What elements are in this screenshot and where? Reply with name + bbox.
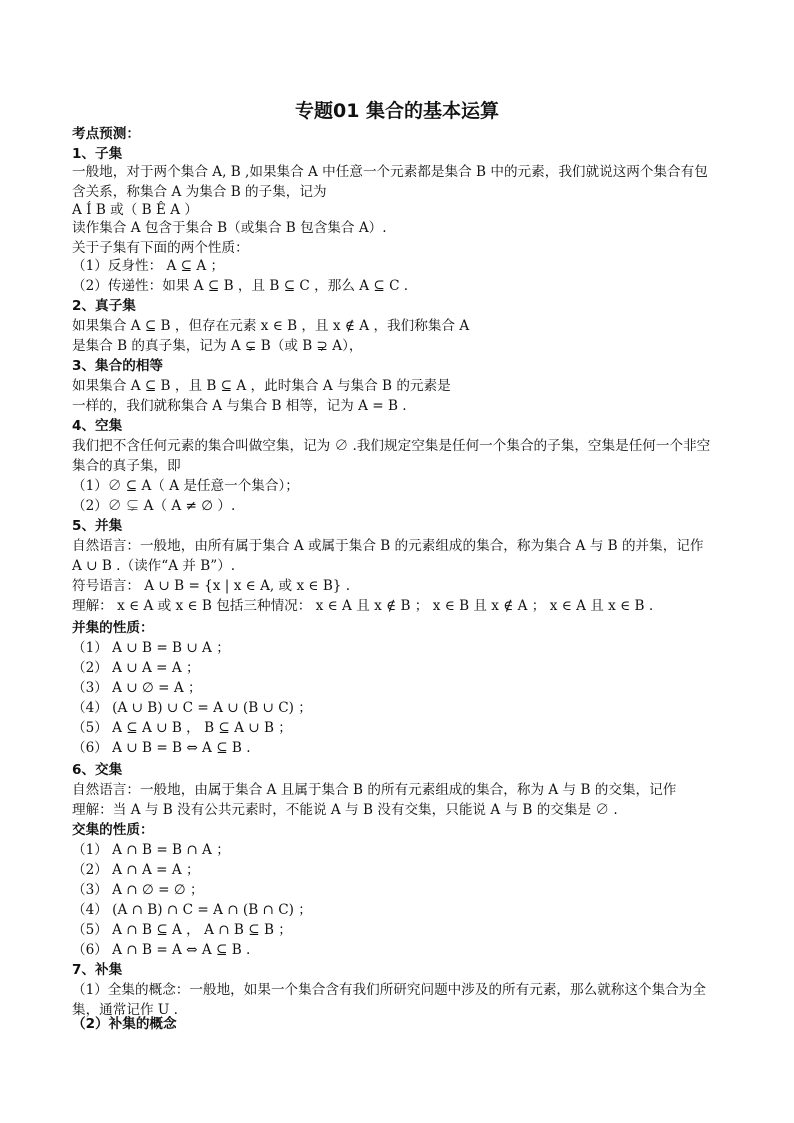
section-heading: 2、真子集 bbox=[72, 298, 136, 314]
text-line: 如果集合 A ⊆ B ，但存在元素 x ∈ B ，且 x ∉ A ，我们称集合 A bbox=[72, 318, 470, 334]
text-line: 含关系，称集合 A 为集合 B 的子集，记为 bbox=[72, 184, 327, 200]
text-line: A ∪ B .（读作“A 并 B”）. bbox=[72, 558, 236, 574]
text-line: A Í B 或（ B Ê A ） bbox=[72, 202, 198, 218]
text-line: （1） A ∩ B = B ∩ A ； bbox=[72, 842, 230, 858]
section-heading: 4、空集 bbox=[72, 418, 123, 434]
text-line: （2） A ∩ A = A ； bbox=[72, 862, 200, 878]
text-line: 符号语言： A ∪ B = {x | x ∈ A, 或 x ∈ B} . bbox=[72, 578, 351, 594]
text-line: 如果集合 A ⊆ B ，且 B ⊆ A ，此时集合 A 与集合 B 的元素是 bbox=[72, 378, 451, 394]
text-line: 自然语言：一般地，由属于集合 A 且属于集合 B 的所有元素组成的集合，称为 A 与 B 的交集，记作 bbox=[72, 782, 677, 798]
text-line: 理解：当 A 与 B 没有公共元素时，不能说 A 与 B 没有交集，只能说 A 与 B 的交集是 ∅ . bbox=[72, 802, 618, 818]
section-heading: 6、交集 bbox=[72, 762, 123, 778]
text-line: 是集合 B 的真子集，记为 A ⊊ B（或 B ⊋ A）， bbox=[72, 338, 363, 354]
text-line: （6） A ∩ B = A ⇔ A ⊆ B . bbox=[72, 942, 251, 958]
text-line: 一样的，我们就称集合 A 与集合 B 相等，记为 A = B . bbox=[72, 398, 407, 414]
section-heading: （2）补集的概念 bbox=[72, 1016, 177, 1032]
page-title: 专题01 集合的基本运算 bbox=[294, 100, 500, 122]
section-heading: 交集的性质： bbox=[72, 822, 154, 838]
section-heading: 3、集合的相等 bbox=[72, 358, 164, 374]
text-line: （3） A ∩ ∅ = ∅ ； bbox=[72, 882, 204, 898]
text-line: 集合的真子集，即 bbox=[72, 458, 181, 474]
text-line: （4） (A ∩ B) ∩ C = A ∩ (B ∩ C) ； bbox=[72, 902, 312, 918]
section-heading: 7、补集 bbox=[72, 962, 123, 978]
text-line: 我们把不含任何元素的集合叫做空集，记为 ∅ .我们规定空集是任何一个集合的子集，空集是任何一个非空 bbox=[72, 438, 711, 454]
text-line: （5） A ⊆ A ∪ B ， B ⊆ A ∪ B ； bbox=[72, 720, 292, 736]
text-line: （3） A ∪ ∅ = A ； bbox=[72, 680, 202, 696]
text-line: （2）∅ ⊊ A（ A ≠ ∅ ）. bbox=[72, 498, 236, 514]
text-line: （2） A ∪ A = A ； bbox=[72, 660, 200, 676]
section-heading: 并集的性质： bbox=[72, 620, 154, 636]
text-line: 自然语言：一般地，由所有属于集合 A 或属于集合 B 的元素组成的集合，称为集合 A 与 B 的并集，记作 bbox=[72, 538, 704, 554]
text-line: 关于子集有下面的两个性质： bbox=[72, 240, 249, 256]
text-line: （1）反身性： A ⊆ A ； bbox=[72, 258, 225, 274]
text-line: （4） (A ∪ B) ∪ C = A ∪ (B ∪ C) ； bbox=[72, 700, 312, 716]
text-line: （5） A ∩ B ⊆ A ， A ∩ B ⊆ B ； bbox=[72, 922, 292, 938]
section-heading: 1、子集 bbox=[72, 146, 123, 162]
text-line: 集，通常记作 U . bbox=[72, 1002, 178, 1018]
text-line: （1）全集的概念：一般地，如果一个集合含有我们所研究问题中涉及的所有元素，那么就称这个集合为全 bbox=[72, 982, 706, 998]
text-line: 理解： x ∈ A 或 x ∈ B 包括三种情况： x ∈ A 且 x ∉ B ； x ∈ B 且 x ∉ A ； x ∈ A 且 x ∈ B . bbox=[72, 598, 654, 614]
text-line: （2）传递性：如果 A ⊆ B ，且 B ⊆ C ，那么 A ⊆ C . bbox=[72, 278, 409, 294]
text-line: （1）∅ ⊆ A（ A 是任意一个集合）； bbox=[72, 478, 299, 494]
text-line: 读作集合 A 包含于集合 B（或集合 B 包含集合 A）. bbox=[72, 220, 387, 236]
section-heading: 5、并集 bbox=[72, 518, 123, 534]
text-line: （6） A ∪ B = B ⇔ A ⊆ B . bbox=[72, 740, 251, 756]
text-line: （1） A ∪ B = B ∪ A ； bbox=[72, 640, 230, 656]
text-line: 一般地，对于两个集合 A, B ,如果集合 A 中任意一个元素都是集合 B 中的元素，我们就说这两个集合有包 bbox=[72, 164, 708, 180]
section-heading: 考点预测： bbox=[72, 126, 140, 142]
